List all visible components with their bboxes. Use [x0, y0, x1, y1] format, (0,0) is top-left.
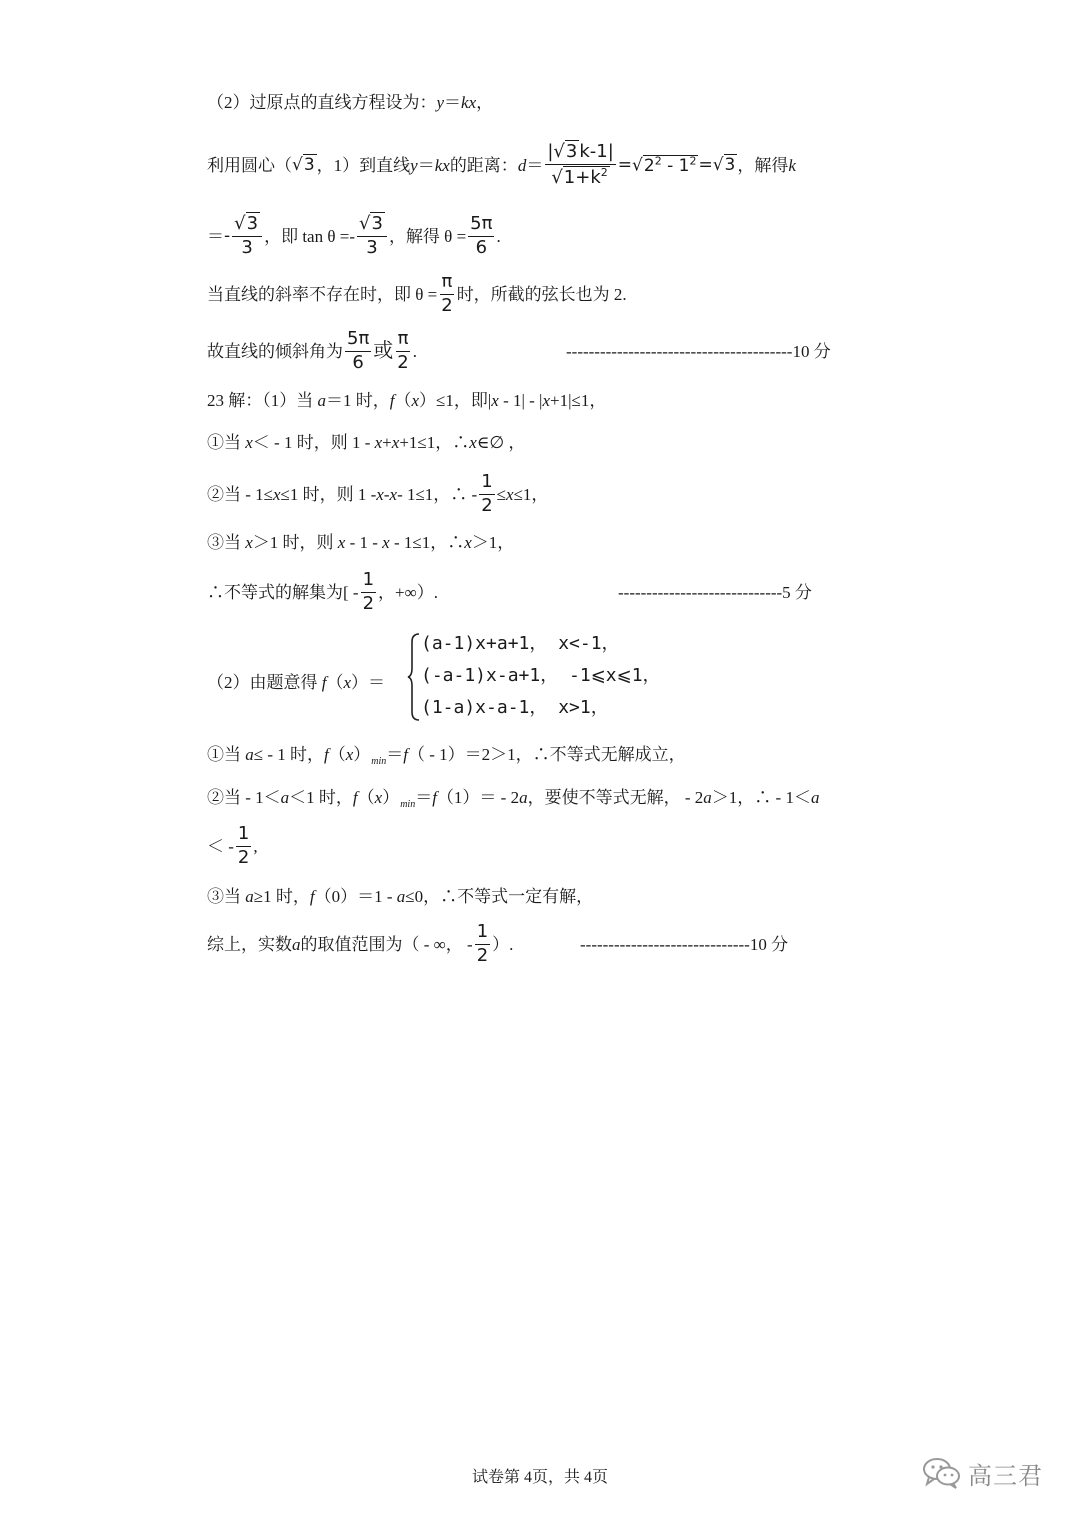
exponent: 2: [600, 165, 608, 179]
text: a: [810, 788, 820, 807]
page-footer: 试卷第 4页，共 4页: [471, 1469, 608, 1486]
text: ≤1，: [513, 484, 549, 504]
text: 1+k: [563, 166, 601, 188]
text: ，解得 θ =: [388, 226, 467, 246]
solution-line-15: [207, 918, 513, 970]
watermark-text: 高三君: [968, 1461, 1043, 1490]
solution-line-14: [207, 888, 593, 905]
score-marker: ----------------------------------------10 分: [566, 342, 831, 361]
text: f: [309, 887, 315, 906]
piecewise-row: (1-a)x-a-1， x>1，: [421, 697, 609, 718]
text: （2）由题意得: [207, 673, 322, 692]
fraction-denominator: 2: [397, 351, 409, 373]
fraction-denominator: 2: [476, 944, 489, 966]
fraction-denominator: 6: [475, 236, 488, 258]
text: （1）＝ - 2: [436, 788, 520, 807]
text: +: [382, 433, 392, 452]
text: ＜ - 1 时，则 1 -: [252, 433, 375, 452]
text: x: [382, 533, 390, 552]
text: f: [432, 788, 437, 807]
solution-line-10: [207, 566, 438, 618]
text: ＞1，: [471, 533, 515, 552]
text: 时，所截的弦长也为 2.: [456, 284, 627, 304]
fraction-denominator: 6: [352, 351, 364, 373]
solution-line-5: [207, 325, 417, 377]
solution-line-1: [207, 94, 493, 111]
text: ≤ - 1 时，: [253, 745, 324, 764]
fraction-denominator: $√1+k^2$: [551, 165, 608, 188]
text: （ - 1）＝2＞1，∴不等式无解成立，: [408, 745, 686, 764]
text: （: [357, 788, 375, 807]
text: a: [396, 887, 406, 906]
text: x: [469, 433, 477, 452]
text: ，1）到直线: [316, 155, 411, 175]
text: ≤0，∴不等式一定有解，: [405, 887, 594, 906]
text: ②当 - 1≤: [207, 484, 273, 504]
text: ，要使不等式无解， - 2: [527, 788, 704, 807]
fraction-numerator: |√3 k-1|: [545, 143, 615, 165]
solution-line-2: [207, 132, 796, 198]
text: x: [389, 484, 398, 504]
fraction: [479, 470, 494, 516]
piecewise-row: (a-1)x+a+1， x<-1，: [421, 633, 620, 654]
fraction: $\frac{√3}{3}$: [232, 215, 262, 258]
text: ≤: [496, 484, 507, 504]
sqrt-expression: √3: [292, 154, 315, 175]
subscript: min: [400, 799, 416, 810]
text: 故直线的倾斜角为: [207, 341, 343, 361]
text: ，: [476, 93, 494, 112]
text: a: [292, 934, 301, 954]
score-marker: -----------------------------5 分: [618, 583, 812, 602]
text: - 1≤1，∴ -: [397, 484, 478, 504]
text: 利用圆心（: [207, 155, 292, 175]
fraction-numerator: 5π: [345, 330, 371, 352]
fraction: [361, 568, 376, 614]
piecewise-rows: [421, 628, 661, 724]
text: kx: [461, 93, 477, 112]
fraction-numerator: π: [440, 273, 455, 295]
fraction-denominator: 2: [237, 846, 250, 868]
text: ）.: [492, 934, 514, 954]
exponent: 2: [654, 154, 662, 168]
fraction-numerator: 1: [236, 825, 251, 847]
fraction-numerator: 1: [475, 923, 490, 945]
solution-line-9: [207, 534, 514, 551]
fraction-denominator: 3: [366, 236, 378, 258]
solution-line-3: [207, 210, 501, 262]
text: f: [324, 745, 329, 764]
text: x: [374, 788, 383, 807]
text: x: [464, 533, 472, 552]
text: y: [410, 155, 418, 175]
text: （2）过原点的直线方程设为：: [207, 93, 437, 112]
text: f: [321, 673, 327, 692]
text: 23 解：（1）当: [207, 391, 318, 410]
distance-fraction: [545, 140, 615, 188]
text: a: [317, 391, 326, 410]
text: ＞1 时，则: [252, 533, 338, 552]
subscript: min: [371, 756, 387, 767]
text: （0）＝1 -: [314, 887, 397, 906]
text: x: [411, 391, 420, 410]
text: ）: [353, 745, 371, 764]
text: kx: [434, 155, 450, 175]
radicand: 3: [724, 154, 736, 175]
text: x: [542, 391, 550, 410]
text: ＞1，∴ - 1＜: [711, 788, 811, 807]
watermark: [922, 1455, 1043, 1491]
fraction: [395, 327, 410, 373]
fraction: [439, 270, 454, 316]
text: ①当: [207, 745, 246, 764]
text: |: [547, 140, 554, 162]
text: ，解得: [737, 155, 789, 175]
radicand: 3: [371, 212, 383, 234]
fraction: [236, 822, 251, 868]
text: - 1 -: [345, 533, 383, 552]
solution-line-4: [207, 268, 627, 320]
text: +1≤1，∴: [399, 433, 470, 452]
text: a: [703, 788, 712, 807]
text: k: [788, 155, 796, 175]
text: ③当: [207, 533, 246, 552]
text: x: [391, 433, 400, 452]
text: x: [245, 433, 253, 452]
text: a: [245, 887, 254, 906]
text: -: [383, 484, 390, 504]
text: x: [245, 533, 253, 552]
text: f: [389, 391, 395, 410]
fraction-denominator: 3: [241, 236, 253, 258]
solution-line-11: [207, 745, 686, 767]
fraction-denominator: 2: [362, 592, 375, 614]
text: f: [352, 788, 358, 807]
text: x: [491, 391, 499, 410]
solution-line-13: [207, 820, 258, 872]
text: ＝: [526, 155, 544, 175]
text: ①当: [207, 433, 246, 452]
text: 或: [373, 340, 394, 362]
text: ＝: [207, 226, 224, 246]
text: x: [376, 484, 384, 504]
piecewise-label: [207, 668, 385, 693]
text: ②当 - 1＜: [207, 788, 281, 807]
text: x: [273, 484, 281, 504]
text: x: [345, 745, 354, 764]
score-marker: ------------------------------10 分: [580, 935, 789, 954]
wechat-icon: [922, 1455, 962, 1491]
text: - 1: [661, 155, 690, 176]
radicand: 3: [303, 154, 315, 175]
fraction-numerator: 1: [361, 571, 376, 593]
text: （: [394, 391, 412, 410]
text: ＝: [417, 155, 435, 175]
text: .: [496, 226, 501, 246]
solution-line-12: [207, 788, 820, 810]
sqrt-expression: √3: [712, 154, 736, 175]
text: .: [412, 341, 417, 361]
text: d: [517, 155, 527, 175]
fraction: [468, 212, 494, 258]
piecewise-row: (-a-1)x-a+1， -1⩽x⩽1，: [421, 665, 661, 686]
solution-line-6: [207, 392, 606, 409]
solution-line-8: [207, 468, 548, 520]
text: 当直线的斜率不存在时，即 θ =: [207, 284, 438, 304]
fraction-denominator: 2: [481, 494, 493, 516]
text: ≤1 时，则 1 -: [280, 484, 377, 504]
exponent: 2: [689, 154, 697, 168]
text: 的距离：: [449, 155, 518, 175]
text: （: [326, 673, 344, 692]
text: ）＝: [351, 673, 386, 692]
sqrt-expression: $√2^2 - 1^2$: [632, 154, 697, 176]
text: a: [245, 745, 254, 764]
text: ＜ -: [207, 836, 234, 856]
text: y: [436, 93, 445, 112]
text: ＝: [415, 788, 433, 807]
text: 的取值范围为（ - ∞， -: [300, 934, 473, 954]
text: a: [280, 788, 290, 807]
text: ,: [253, 836, 258, 856]
text: - 1| - |: [498, 391, 543, 410]
text: ）≤1，即|: [419, 391, 492, 410]
left-brace-icon: [407, 632, 421, 722]
radicand: 3: [246, 212, 259, 234]
fraction: [345, 327, 371, 373]
fraction: [475, 920, 490, 966]
text: +1|≤1，: [550, 391, 607, 410]
fraction-numerator: 5π: [468, 215, 494, 237]
fraction: $\frac{√3}{3}$: [357, 215, 387, 258]
text: ＝: [444, 93, 462, 112]
text: x: [343, 673, 352, 692]
fraction-numerator: π: [396, 330, 411, 352]
text: 综上，实数: [207, 934, 292, 954]
fraction-denominator: 2: [441, 294, 453, 316]
text: f: [403, 745, 409, 764]
text: 2: [643, 155, 655, 176]
text: a: [519, 788, 528, 807]
solution-line-7: [207, 434, 525, 451]
text: ）: [382, 788, 400, 807]
text: x: [337, 533, 346, 552]
text: （: [328, 745, 346, 764]
text: ≥1 时，: [253, 887, 310, 906]
text: x: [374, 433, 383, 452]
text: x: [506, 484, 514, 504]
text: ＜1 时，: [289, 788, 353, 807]
text: ∴不等式的解集为[ -: [207, 582, 359, 602]
radicand: 3: [565, 140, 578, 162]
text: - 1≤1，∴: [389, 533, 465, 552]
text: -: [224, 225, 231, 246]
text: ③当: [207, 887, 246, 906]
text: ，即 tan θ =-: [264, 226, 355, 246]
text: =: [617, 154, 633, 175]
text: =: [698, 154, 713, 175]
text: ，+∞）.: [378, 582, 438, 602]
text: ∈∅ ，: [476, 433, 526, 452]
text: ＝1 时，: [326, 391, 390, 410]
text: k-1|: [579, 140, 614, 162]
fraction-numerator: 1: [479, 473, 494, 495]
text: ＝: [386, 745, 404, 764]
